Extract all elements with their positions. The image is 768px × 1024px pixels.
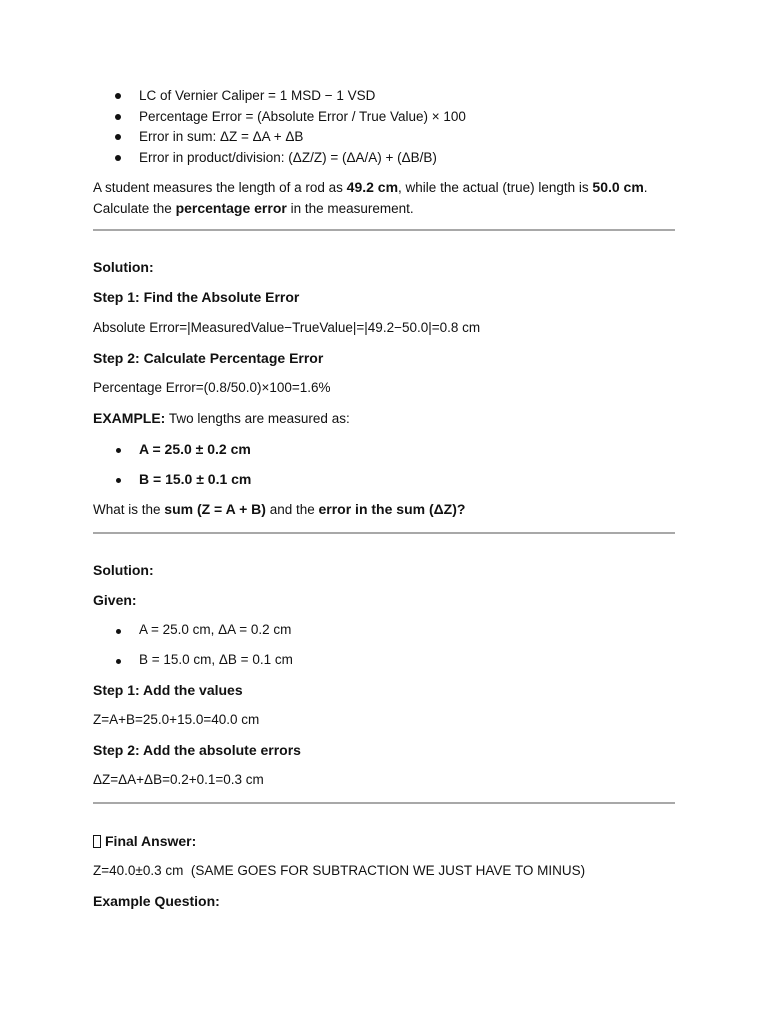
step-equation: Percentage Error=(0.8/50.0)×100=1.6% [93,380,331,395]
step-title: Step 1: Add the values [93,682,243,698]
problem-emphasis: percentage error [175,200,287,216]
example-question [93,501,465,517]
question-emphasis: error in the sum (ΔZ)? [318,501,466,517]
example-item: B = 15.0 ± 0.1 cm [139,471,252,487]
given-item: A = 25.0 cm, ΔA = 0.2 cm [139,622,292,637]
problem-text: . [643,180,648,195]
step-title: Step 2: Add the absolute errors [93,742,301,758]
bullet-icon [115,134,121,140]
problem-text: Calculate the [93,201,176,216]
missing-glyph-icon [93,835,101,848]
given-item: B = 15.0 cm, ΔB = 0.1 cm [139,652,293,667]
problem-statement [93,177,675,219]
final-answer-heading [93,833,196,849]
actual-value: 50.0 cm [592,179,644,195]
bullet-icon [115,114,121,120]
question-emphasis: sum (Z = A + B) [164,501,266,517]
bullet-icon [116,448,121,453]
solution-heading: Solution: [93,259,154,275]
formula-item: Error in product/division: (ΔZ/Z) = (ΔA/A) + (ΔB/B) [139,150,437,165]
step-equation: Absolute Error=|MeasuredValue−TrueValue|=|49.2−50.0|=0.8 cm [93,320,481,335]
formula-item: Percentage Error = (Absolute Error / True Value) × 100 [139,109,466,124]
example-text: Two lengths are measured as: [165,411,350,426]
bullet-icon [115,155,121,161]
bullet-icon [116,478,121,483]
next-section-heading: Example Question: [93,893,220,909]
bullet-icon [116,659,121,664]
given-heading: Given: [93,592,137,608]
problem-text: A student measures the length of a rod as [93,180,347,195]
solution-heading: Solution: [93,562,154,578]
formula-item: Error in sum: ΔZ = ΔA + ΔB [139,129,304,144]
measured-value: 49.2 cm [346,179,399,195]
final-answer-text: Z=40.0±0.3 cm (SAME GOES FOR SUBTRACTION WE JUST HAVE TO MINUS) [93,863,586,878]
example-item: A = 25.0 ± 0.2 cm [139,441,251,457]
question-text: and the [265,502,319,517]
example-label: EXAMPLE: [93,410,166,426]
formula-item: LC of Vernier Caliper = 1 MSD − 1 VSD [139,88,376,103]
step-equation: ΔZ=ΔA+ΔB=0.2+0.1=0.3 cm [93,772,264,787]
divider [93,229,675,231]
bullet-icon [116,629,121,634]
divider [93,532,675,534]
bullet-icon [115,93,121,99]
step-title: Step 2: Calculate Percentage Error [93,350,324,366]
divider [93,802,675,804]
step-equation: Z=A+B=25.0+15.0=40.0 cm [93,712,260,727]
question-text: What is the [93,502,165,517]
final-answer-label: Final Answer: [105,833,197,849]
example-intro [93,410,350,426]
step-title: Step 1: Find the Absolute Error [93,289,300,305]
problem-text: in the measurement. [286,201,414,216]
problem-text: , while the actual (true) length is [398,180,593,195]
